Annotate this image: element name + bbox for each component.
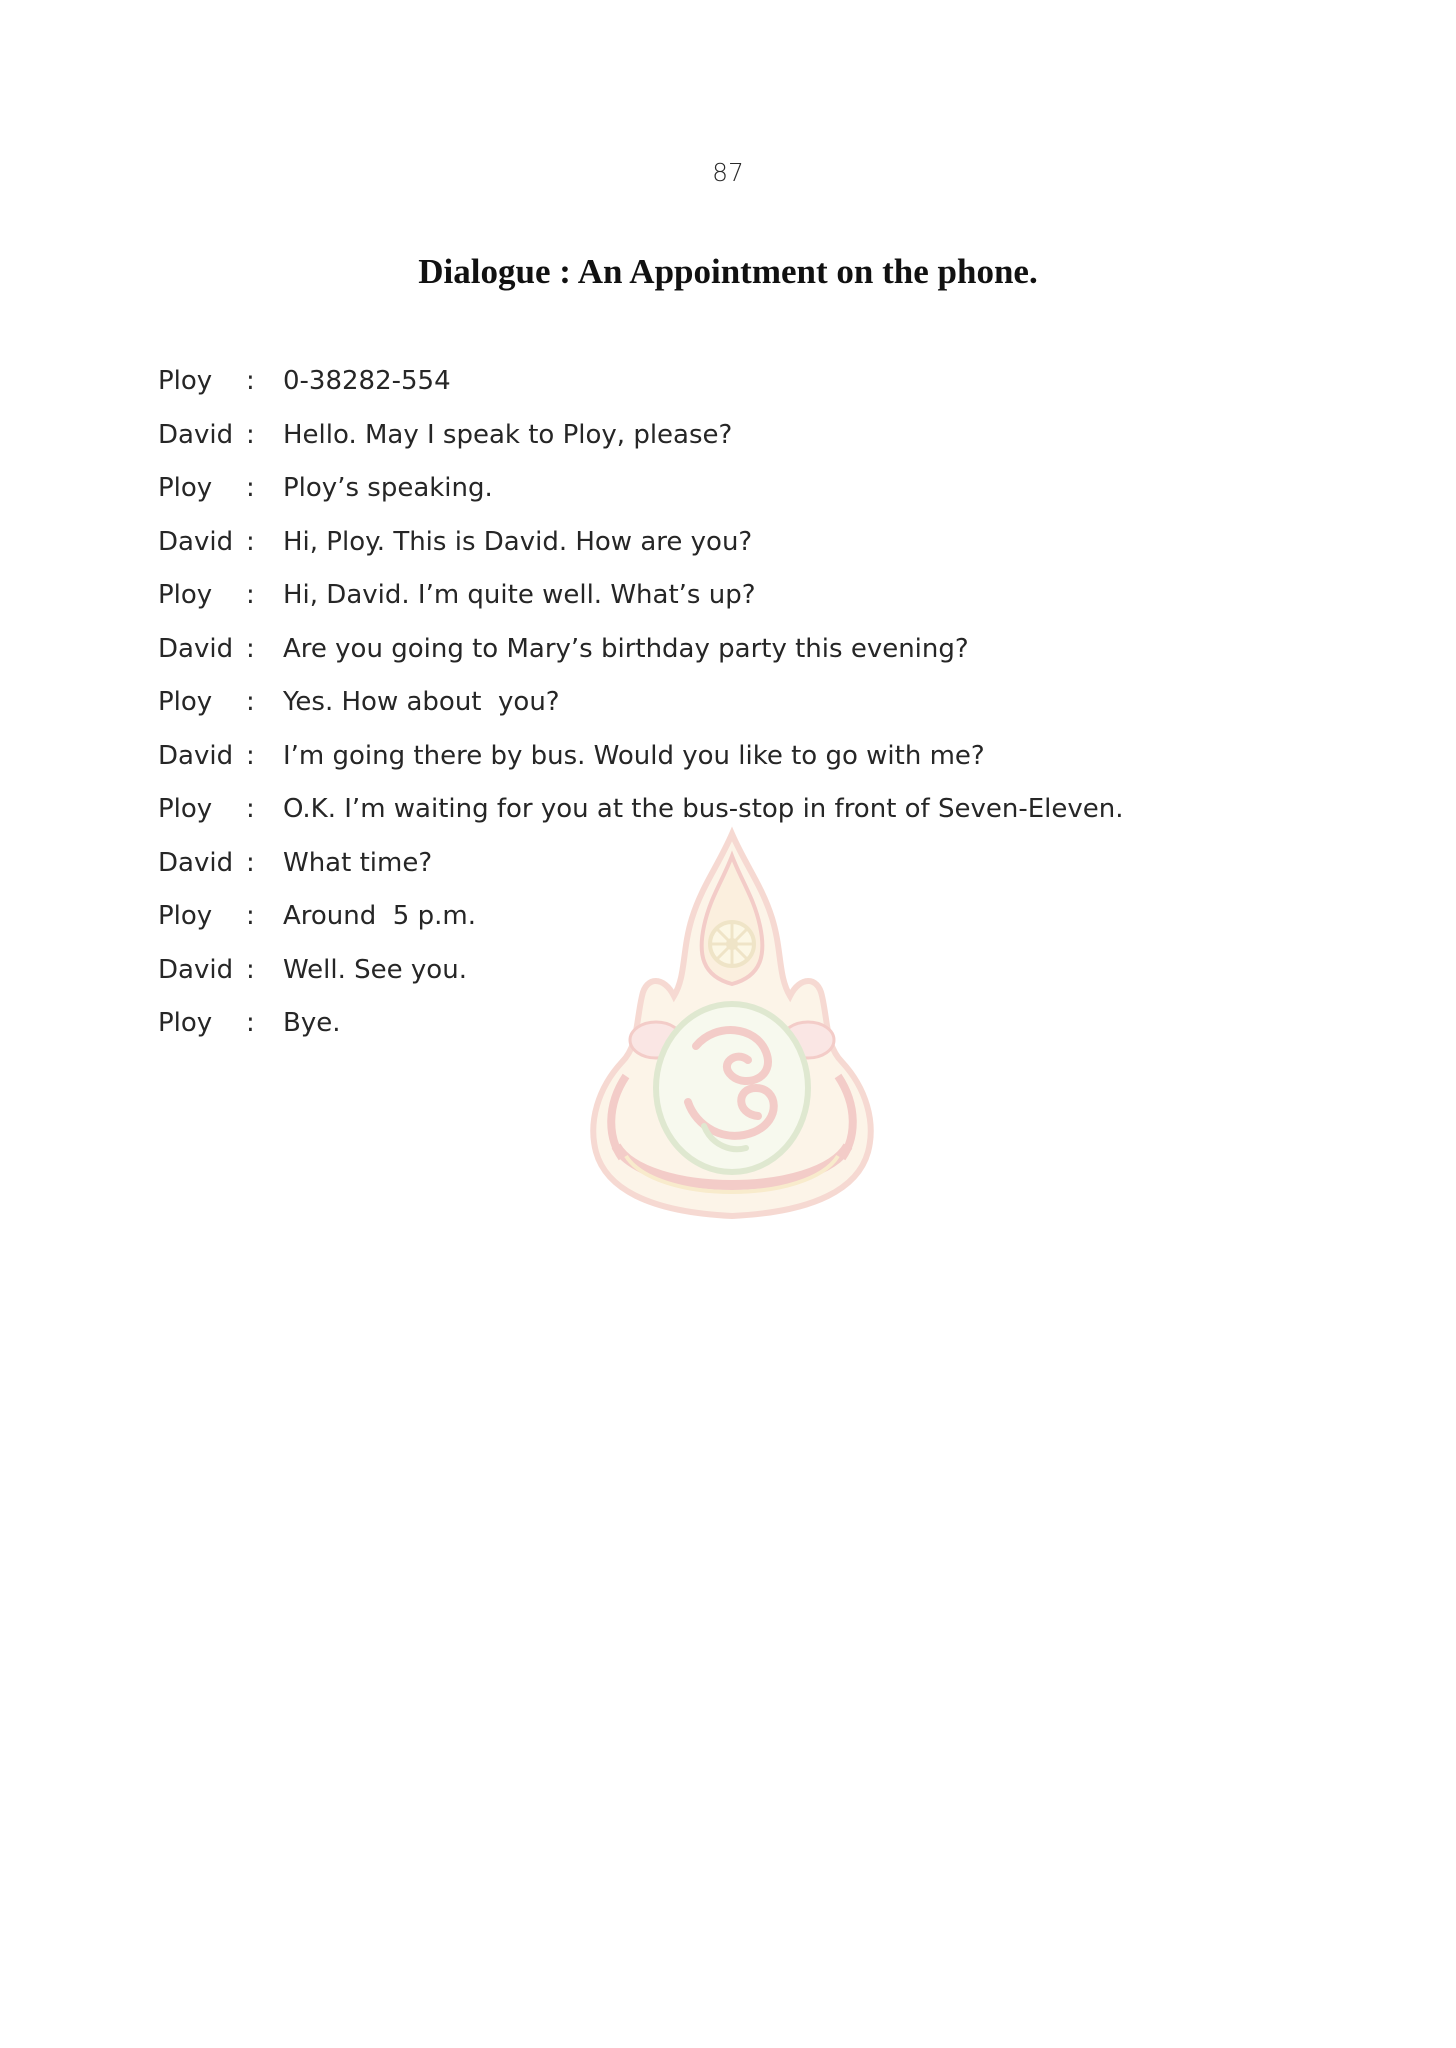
utterance-text: Hi, David. I’m quite well. What’s up? <box>283 580 756 610</box>
speaker-name: Ploy <box>158 580 213 610</box>
dialogue-line <box>158 580 1358 634</box>
page-title: Dialogue : An Appointment on the phone. <box>418 252 1038 291</box>
utterance-text: Yes. How about you? <box>283 687 560 717</box>
utterance-text: Well. See you. <box>283 954 467 985</box>
utterance-text: Bye. <box>283 1008 341 1038</box>
utterance-text: What time? <box>283 847 433 878</box>
speaker-separator: : <box>246 366 255 396</box>
speaker-separator: : <box>246 794 255 824</box>
speaker-name: Ploy <box>158 794 213 824</box>
dialogue-line <box>158 955 1358 1009</box>
dialogue-line <box>158 741 1358 795</box>
dialogue-line <box>158 848 1358 902</box>
utterance-text: Hello. May I speak to Ploy, please? <box>283 419 733 450</box>
utterance-text: Are you going to Mary’s birthday party this evening? <box>283 633 969 664</box>
utterance-text: O.K. I’m waiting for you at the bus-stop in front of Seven-Eleven. <box>283 794 1124 824</box>
dialogue-line <box>158 473 1358 527</box>
utterance-text: Hi, Ploy. This is David. How are you? <box>283 526 753 557</box>
speaker-separator: : <box>246 954 255 985</box>
speaker-name: David <box>158 633 234 664</box>
speaker-separator: : <box>246 740 255 771</box>
speaker-name: David <box>158 526 234 557</box>
speaker-name: Ploy <box>158 687 213 717</box>
page-number: 87 <box>712 158 744 187</box>
speaker-name: Ploy <box>158 366 213 396</box>
speaker-separator: : <box>246 473 255 503</box>
speaker-separator: : <box>246 633 255 664</box>
utterance-text: 0-38282-554 <box>283 366 451 396</box>
dialogue-line <box>158 687 1358 741</box>
dialogue-list <box>158 366 1358 1062</box>
dialogue-line <box>158 420 1358 474</box>
speaker-separator: : <box>246 580 255 610</box>
dialogue-line <box>158 1008 1358 1062</box>
speaker-name: David <box>158 419 234 450</box>
speaker-name: Ploy <box>158 1008 213 1038</box>
speaker-name: Ploy <box>158 473 213 503</box>
utterance-text: Ploy’s speaking. <box>283 473 493 503</box>
utterance-text: Around 5 p.m. <box>283 901 476 931</box>
speaker-separator: : <box>246 901 255 931</box>
utterance-text: I’m going there by bus. Would you like to go with me? <box>283 740 985 771</box>
dialogue-line <box>158 527 1358 581</box>
speaker-separator: : <box>246 687 255 717</box>
dialogue-line <box>158 634 1358 688</box>
speaker-name: David <box>158 954 234 985</box>
speaker-separator: : <box>246 847 255 878</box>
speaker-name: David <box>158 740 234 771</box>
dialogue-line <box>158 901 1358 955</box>
dialogue-line <box>158 794 1358 848</box>
speaker-name: David <box>158 847 234 878</box>
speaker-separator: : <box>246 526 255 557</box>
speaker-name: Ploy <box>158 901 213 931</box>
dialogue-line <box>158 366 1358 420</box>
speaker-separator: : <box>246 1008 255 1038</box>
speaker-separator: : <box>246 419 255 450</box>
